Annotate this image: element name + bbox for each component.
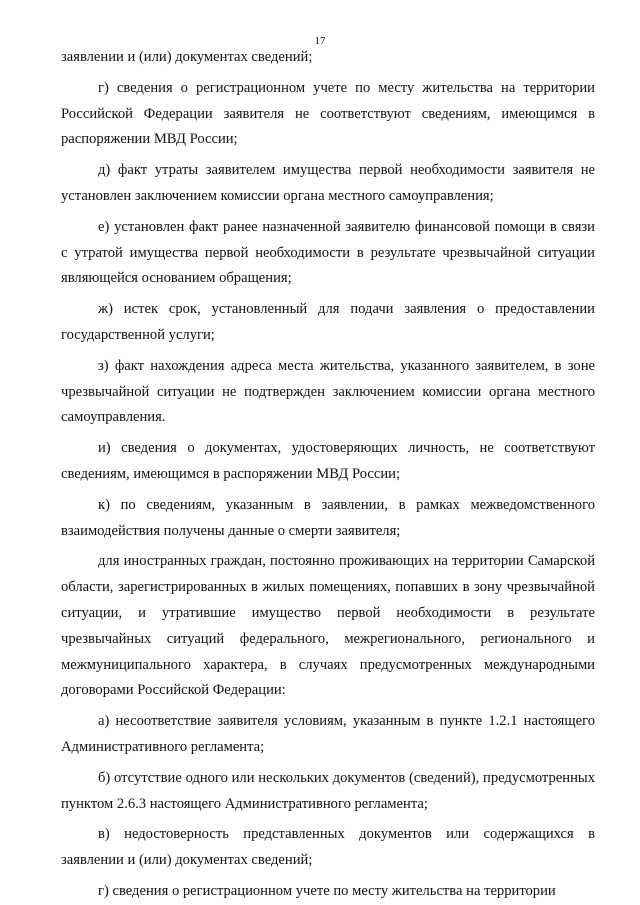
paragraph-continuation: заявлении и (или) документах сведений;: [61, 49, 313, 65]
paragraph-item-g: г) сведения о регистрационном учете по месту жительства на территории Российской Федерации заявителя не соответствуют сведениям, имеющимся в распоряжении МВД России;: [61, 79, 595, 148]
paragraph-item-d: д) факт утраты заявителем имущества первой необходимости заявителя не установлен заключением комиссии органа местного самоуправления;: [61, 162, 595, 204]
paragraph-foreign-citizens: для иностранных граждан, постоянно проживающих на территории Самарской области, зарегистрированных в жилых помещениях, попавших в зону чрезвычайной ситуации, и утратившие имущество первой необходимости в результате чрезвычайных ситуаций федерального, межрегионального, регионального и межмуниципального характера, в случаях предусмотренных международными договорами Российской Федерации:: [61, 553, 595, 699]
paragraph-item-i: и) сведения о документах, удостоверяющих личность, не соответствуют сведениям, имеющимся в распоряжении МВД России;: [61, 440, 595, 482]
paragraph-item-zh: ж) истек срок, установленный для подачи заявления о предоставлении государственной услуги;: [61, 301, 595, 343]
paragraph-item-g-2: г) сведения о регистрационном учете по месту жительства на территории: [98, 882, 556, 899]
paragraph-item-k: к) по сведениям, указанным в заявлении, в рамках межведомственного взаимодействия получены данные о смерти заявителя;: [61, 496, 595, 539]
paragraph-item-a: а) несоответствие заявителя условиям, указанным в пункте 1.2.1 настоящего Административного регламента;: [61, 713, 595, 755]
paragraph-item-e: е) установлен факт ранее назначенной заявителю финансовой помощи в связи с утратой имущества первой необходимости в результате чрезвычайной ситуации являющейся основанием обращения;: [61, 218, 595, 287]
paragraph-item-b: б) отсутствие одного или нескольких документов (сведений), предусмотренных пунктом 2.6.3 настоящего Административного регламента;: [61, 769, 595, 812]
paragraph-item-v: в) недостоверность представленных документов или содержащихся в заявлении и (или) документах сведений;: [61, 826, 595, 869]
document-body: [61, 45, 595, 905]
page-number: 17: [314, 35, 326, 47]
paragraph-item-z: з) факт нахождения адреса места жительства, указанного заявителем, в зоне чрезвычайной ситуации не подтвержден заключением комиссии органа местного самоуправления.: [61, 357, 595, 426]
